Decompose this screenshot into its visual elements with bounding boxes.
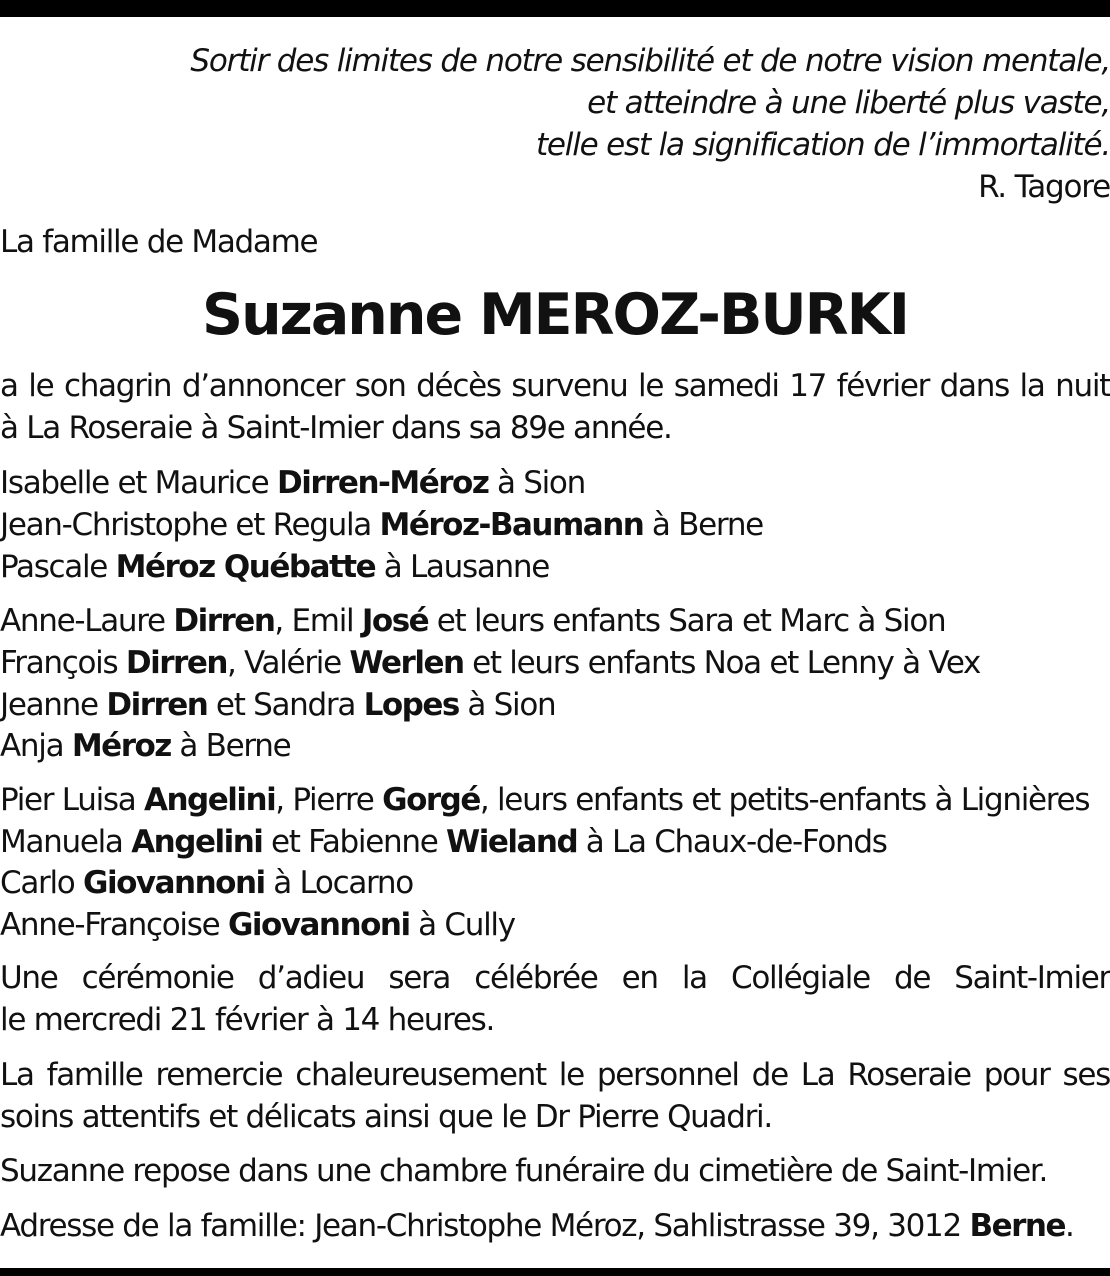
family-line <box>0 821 887 863</box>
text-segment: à Sion <box>458 687 556 723</box>
surname: Berne <box>969 1208 1066 1244</box>
surname: Wieland <box>446 824 578 860</box>
quote-line: Sortir des limites de notre sensibilité et de notre vision mentale, <box>190 43 1110 79</box>
surname: Angelini <box>144 782 276 818</box>
text-segment: , leurs enfants et petits-enfants à Lignières <box>479 782 1090 818</box>
text-segment: , Pierre <box>275 782 383 818</box>
surname: Gorgé <box>382 782 480 818</box>
family-line <box>0 779 1089 821</box>
ceremony-line: Une cérémonie d’adieu sera célébrée en la Collégiale de Saint-Imier <box>0 960 1110 996</box>
text-segment: Pier Luisa <box>0 782 144 818</box>
surname: Méroz-Baumann <box>379 507 644 543</box>
rest-text: Suzanne repose dans une chambre funéraire du cimetière de Saint-Imier. <box>0 1153 1047 1189</box>
surname: Méroz <box>71 728 171 764</box>
surname: Dirren <box>125 645 227 681</box>
text-segment: à Berne <box>643 507 763 543</box>
announcement-paragraph <box>0 365 1110 449</box>
family-line <box>0 462 585 504</box>
surname: Angelini <box>131 824 263 860</box>
family-line <box>0 904 515 946</box>
text-segment: à Lausanne <box>375 549 549 585</box>
family-line <box>0 684 555 726</box>
surname: Giovannoni <box>227 907 410 943</box>
surname: Giovannoni <box>83 865 265 901</box>
text-segment: et Sandra <box>207 687 364 723</box>
text-segment: . <box>1065 1208 1074 1244</box>
announcement-line: à La Roseraie à Saint-Imier dans sa 89e année. <box>0 410 672 446</box>
intro-text: La famille de Madame <box>0 224 318 260</box>
text-segment: et leurs enfants Sara et Marc à Sion <box>428 603 946 639</box>
text-segment: Pascale <box>0 549 116 585</box>
text-segment: et Fabienne <box>262 824 447 860</box>
surname: Dirren-Méroz <box>277 465 489 501</box>
family-line <box>0 642 980 684</box>
text-segment: Isabelle et Maurice <box>0 465 277 501</box>
bottom-rule <box>0 1268 1110 1276</box>
text-segment: Jean-Christophe et Regula <box>0 507 380 543</box>
text-segment: , Valérie <box>226 645 350 681</box>
ceremony-paragraph <box>0 957 1110 1041</box>
family-line <box>0 546 549 588</box>
surname: Dirren <box>173 603 275 639</box>
family-address <box>0 1205 1074 1247</box>
quote-line: telle est la signification de l’immortalité. <box>535 127 1110 163</box>
text-segment: à Locarno <box>264 865 413 901</box>
family-line <box>0 725 290 767</box>
surname: José <box>361 603 429 639</box>
surname: Lopes <box>363 687 459 723</box>
text-segment: Carlo <box>0 865 84 901</box>
text-segment: Anja <box>0 728 72 764</box>
family-line <box>0 504 763 546</box>
deceased-name: Suzanne MEROZ-BURKI <box>202 282 908 348</box>
text-segment: à Berne <box>170 728 291 764</box>
text-segment: et leurs enfants Noa et Lenny à Vex <box>463 645 981 681</box>
text-segment: Adresse de la famille: Jean-Christophe Méroz, Sahlistrasse 39, 3012 <box>0 1208 970 1244</box>
text-segment: Jeanne <box>0 687 107 723</box>
thanks-paragraph <box>0 1054 1110 1138</box>
text-segment: Anne-Laure <box>0 603 174 639</box>
text-segment: Manuela <box>0 824 132 860</box>
announcement-line: a le chagrin d’annoncer son décès survenu le samedi 17 février dans la nuit <box>0 368 1110 404</box>
surname: Méroz Québatte <box>115 549 376 585</box>
surname: Dirren <box>106 687 208 723</box>
text-segment: à Sion <box>488 465 585 501</box>
quote-line: et atteindre à une liberté plus vaste, <box>587 85 1110 121</box>
ceremony-line: le mercredi 21 février à 14 heures. <box>0 1002 495 1038</box>
surname: Werlen <box>349 645 464 681</box>
epigraph-quote <box>190 40 1110 208</box>
text-segment: à Cully <box>409 907 515 943</box>
text-segment: , Emil <box>274 603 362 639</box>
family-line <box>0 862 413 904</box>
family-line <box>0 600 945 642</box>
text-segment: Anne-Françoise <box>0 907 228 943</box>
text-segment: François <box>0 645 126 681</box>
top-rule <box>0 0 1110 17</box>
thanks-line: La famille remercie chaleureusement le personnel de La Roseraie pour ses <box>0 1057 1110 1093</box>
text-segment: à La Chaux-de-Fonds <box>577 824 887 860</box>
quote-author: R. Tagore <box>978 169 1110 205</box>
thanks-line: soins attentifs et délicats ainsi que le Dr Pierre Quadri. <box>0 1099 772 1135</box>
